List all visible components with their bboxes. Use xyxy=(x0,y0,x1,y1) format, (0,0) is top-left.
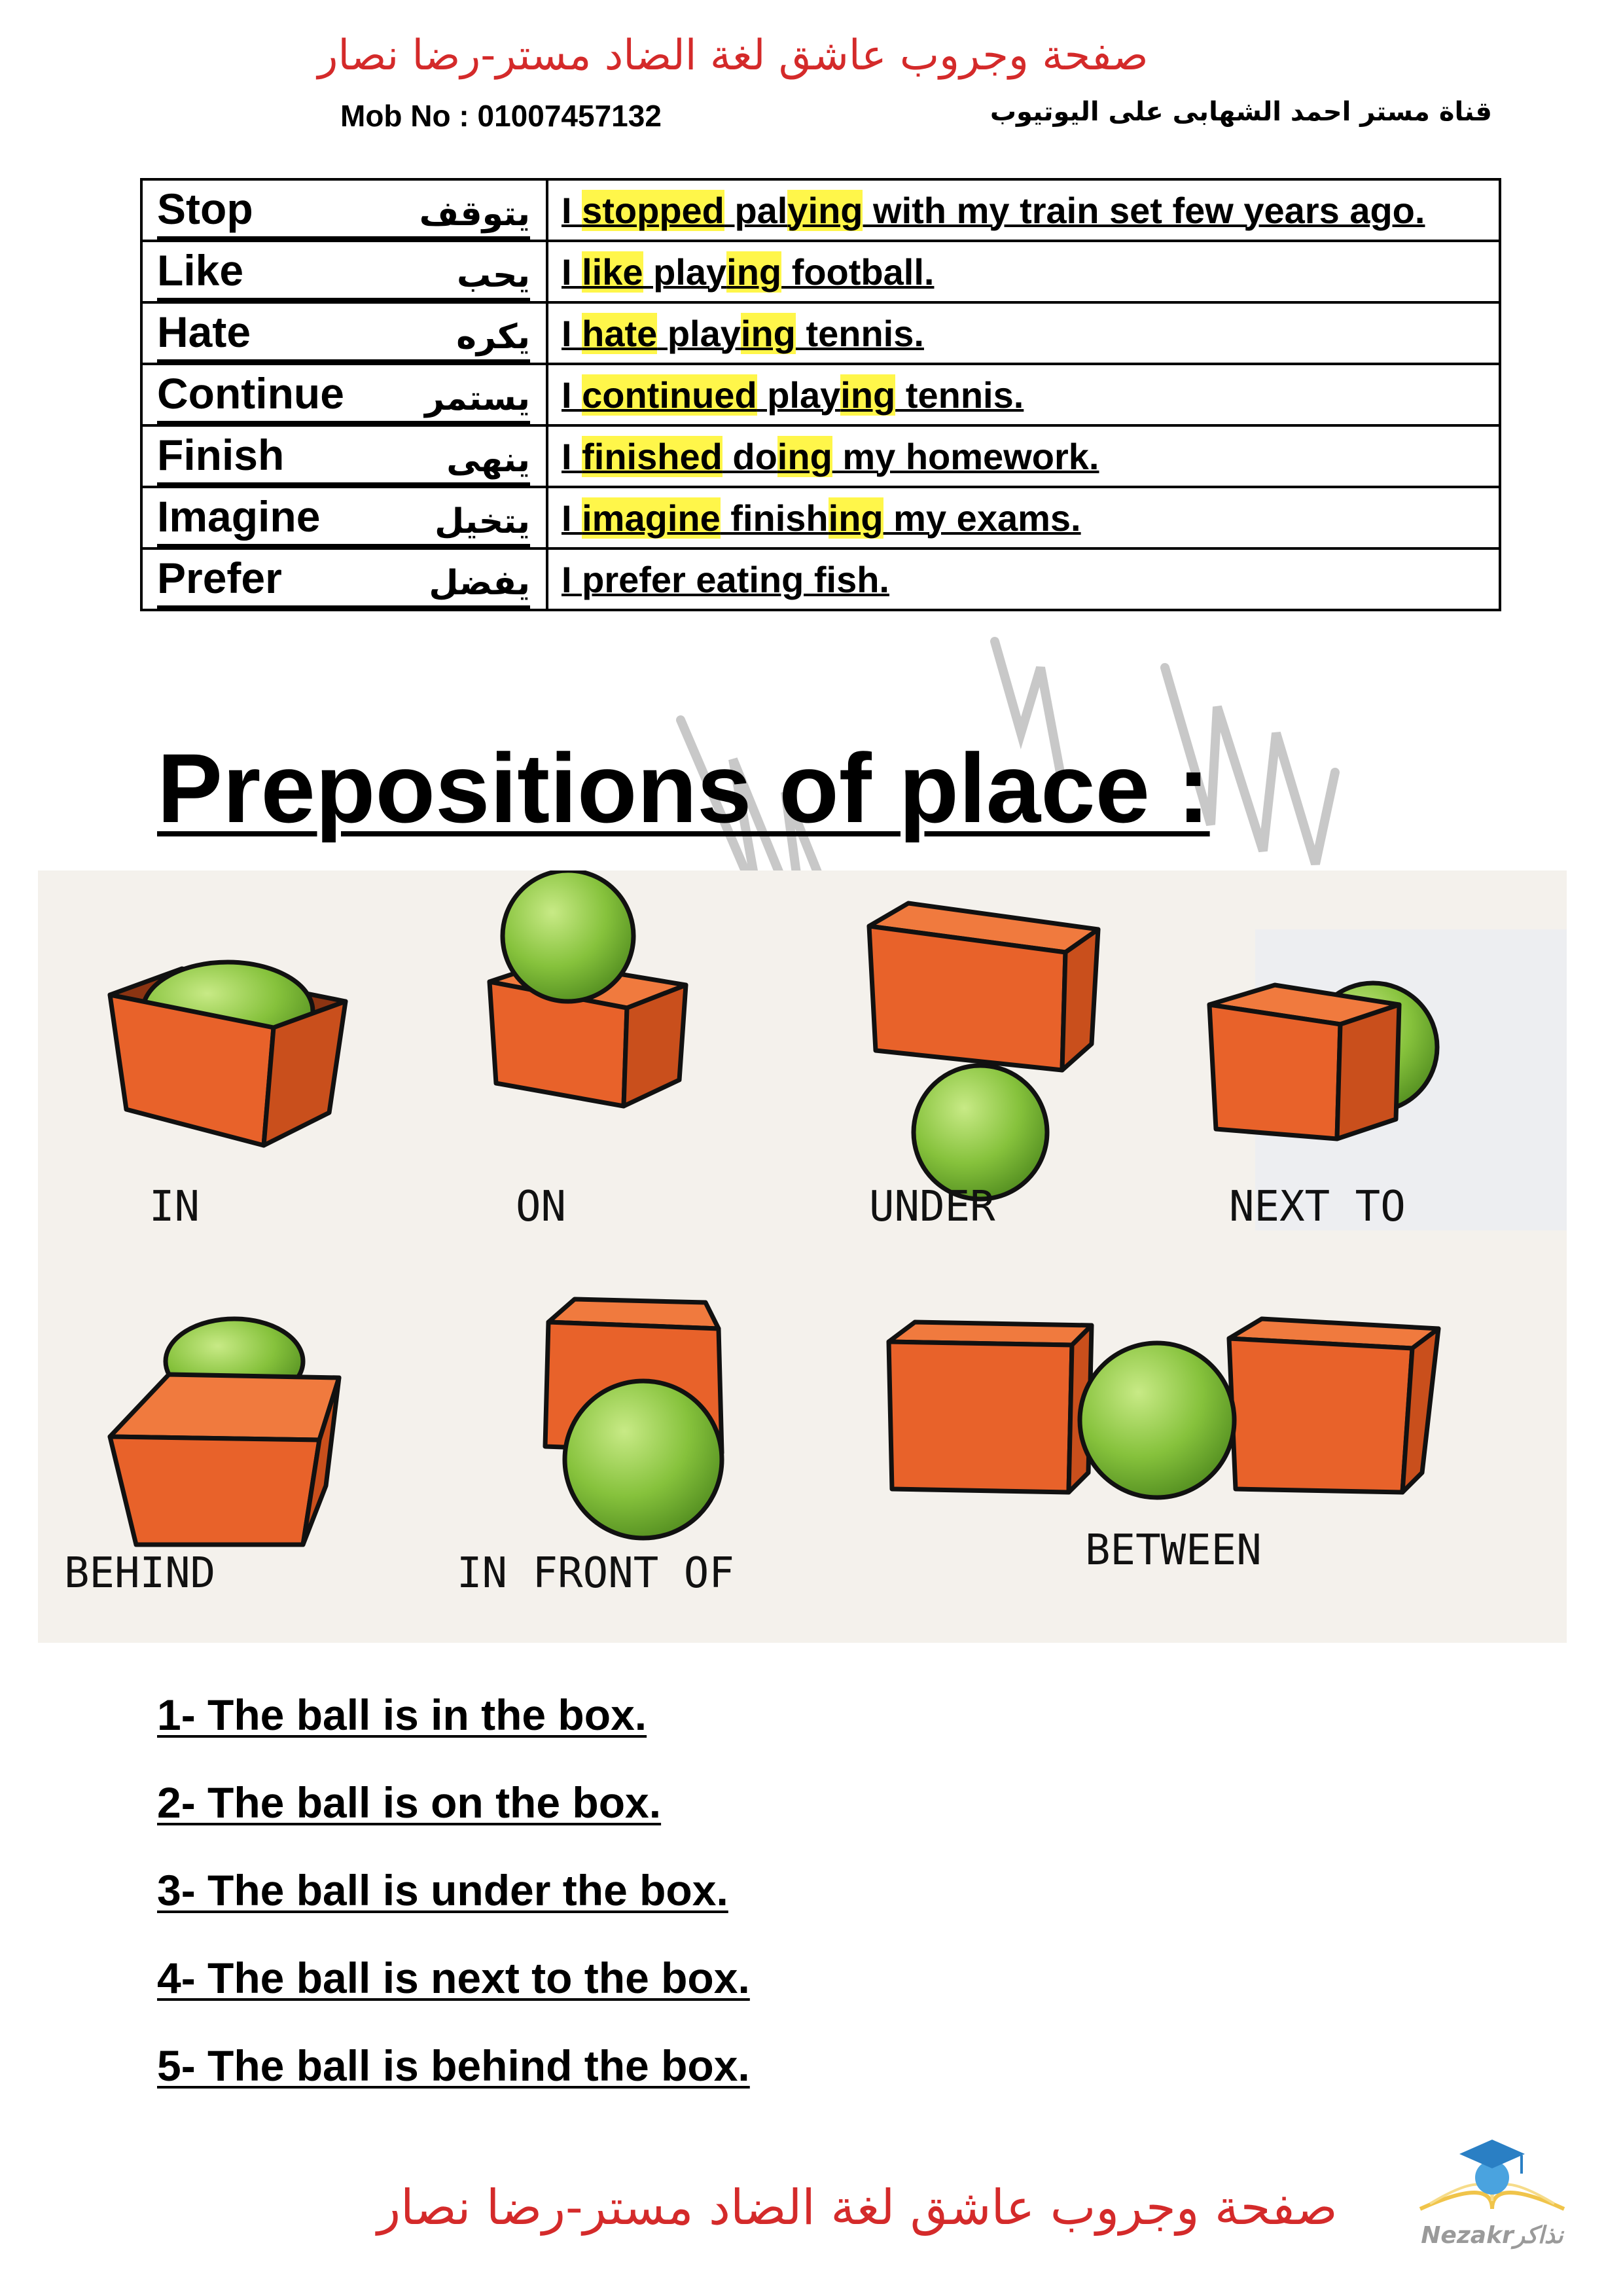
example-text: my homework. xyxy=(832,435,1099,477)
verb-word-cell xyxy=(141,425,547,487)
highlighted-text: ing xyxy=(740,312,796,354)
footer-title: صفحة وجروب عاشق لغة الضاد مستر-رضا نصار xyxy=(377,2179,1338,2236)
highlighted-text: stopped xyxy=(582,189,724,231)
verb-example xyxy=(562,374,1024,416)
verb-row xyxy=(141,302,1500,364)
verb-arabic: يكره xyxy=(456,317,530,357)
verb-arabic: يستمر xyxy=(425,379,530,418)
label-under: UNDER xyxy=(869,1183,995,1231)
verb-english: Imagine xyxy=(157,492,321,541)
sentence-1: 1- The ball is in the box. xyxy=(157,1691,647,1739)
example-text: I xyxy=(562,497,582,539)
verb-example xyxy=(562,251,934,293)
label-behind: BEHIND xyxy=(64,1549,216,1598)
sentence-2: 2- The ball is on the box. xyxy=(157,1778,662,1827)
sentence-3: 3- The ball is under the box. xyxy=(157,1866,728,1914)
mobile-number: Mob No : 01007457132 xyxy=(340,99,662,133)
label-next-to: NEXT TO xyxy=(1229,1183,1406,1231)
sentence-4: 4- The ball is next to the box. xyxy=(157,1954,750,2002)
verb-row xyxy=(141,548,1500,610)
logo-text: Nezakrنذاكر xyxy=(1421,2222,1563,2249)
example-text: football. xyxy=(781,251,935,293)
example-text: play xyxy=(657,312,741,354)
verb-english: Hate xyxy=(157,308,251,356)
verb-arabic: يحب xyxy=(456,256,530,295)
verb-example xyxy=(562,190,1425,231)
verb-arabic: يتوقف xyxy=(419,194,530,234)
verb-word-cell xyxy=(141,364,547,425)
verb-example xyxy=(562,497,1081,539)
verb-english: Finish xyxy=(157,431,285,479)
label-in: IN xyxy=(149,1183,200,1231)
verb-example-cell xyxy=(547,364,1500,425)
verb-example-cell xyxy=(547,425,1500,487)
nezakr-logo xyxy=(1394,2130,1590,2261)
example-text: tennis. xyxy=(795,312,924,354)
prepositions-illustration xyxy=(38,870,1567,1643)
verb-word-cell xyxy=(141,548,547,610)
example-text: my exams. xyxy=(883,497,1081,539)
verb-row xyxy=(141,487,1500,548)
section-title: Prepositions of place : xyxy=(157,733,1210,843)
verb-table xyxy=(140,178,1501,611)
highlighted-text: ing xyxy=(828,497,883,539)
highlighted-text: ing xyxy=(840,374,896,416)
verb-word-cell xyxy=(141,302,547,364)
highlighted-text: like xyxy=(582,251,643,293)
verb-arabic: يفضل xyxy=(429,564,530,603)
highlighted-text: continued xyxy=(582,374,757,416)
verb-example-cell xyxy=(547,241,1500,302)
verb-row xyxy=(141,364,1500,425)
verb-row xyxy=(141,179,1500,241)
verb-example-cell xyxy=(547,548,1500,610)
example-text: play xyxy=(643,251,727,293)
example-text: do xyxy=(722,435,777,477)
highlighted-text: ing xyxy=(726,251,782,293)
highlighted-text: finished xyxy=(582,435,722,477)
example-text: with my train set few years ago. xyxy=(863,189,1425,231)
verb-row xyxy=(141,425,1500,487)
example-text: finish xyxy=(720,497,829,539)
verb-english: Stop xyxy=(157,185,253,233)
verb-example xyxy=(562,436,1099,477)
example-text: I xyxy=(562,374,582,416)
scene-between xyxy=(889,1319,1438,1498)
verb-english: Prefer xyxy=(157,554,282,602)
highlighted-text: hate xyxy=(582,312,658,354)
highlighted-text: imagine xyxy=(582,497,721,539)
example-sentences xyxy=(157,1692,750,2130)
highlighted-text: ying xyxy=(787,189,863,231)
verb-english: Continue xyxy=(157,369,344,418)
label-on: ON xyxy=(516,1183,567,1231)
verb-word-cell xyxy=(141,241,547,302)
label-in-front-of: IN FRONT OF xyxy=(457,1549,734,1598)
verb-row xyxy=(141,241,1500,302)
verb-arabic: ينهى xyxy=(446,440,530,480)
verb-example xyxy=(562,313,924,354)
graduation-book-icon xyxy=(1394,2130,1590,2222)
verb-example-cell xyxy=(547,179,1500,241)
label-between: BETWEEN xyxy=(1085,1526,1262,1575)
verb-word-cell xyxy=(141,487,547,548)
example-text: pal xyxy=(724,189,788,231)
header-title: صفحة وجروب عاشق لغة الضاد مستر-رضا نصار xyxy=(317,31,1149,80)
verb-word-cell xyxy=(141,179,547,241)
example-text: play xyxy=(757,374,841,416)
example-text: I xyxy=(562,312,582,354)
verb-english: Like xyxy=(157,246,244,295)
verb-example-cell xyxy=(547,302,1500,364)
example-text: tennis. xyxy=(895,374,1024,416)
example-text: I xyxy=(562,435,582,477)
verb-arabic: يتخيل xyxy=(435,502,530,541)
youtube-channel-note: قناة مستر احمد الشهابى على اليوتيوب xyxy=(990,97,1492,127)
verb-example xyxy=(562,559,889,600)
example-text: I prefer eating fish. xyxy=(562,558,889,600)
example-text: I xyxy=(562,189,582,231)
example-text: I xyxy=(562,251,582,293)
highlighted-text: ing xyxy=(777,435,832,477)
verb-example-cell xyxy=(547,487,1500,548)
sentence-5: 5- The ball is behind the box. xyxy=(157,2041,750,2090)
